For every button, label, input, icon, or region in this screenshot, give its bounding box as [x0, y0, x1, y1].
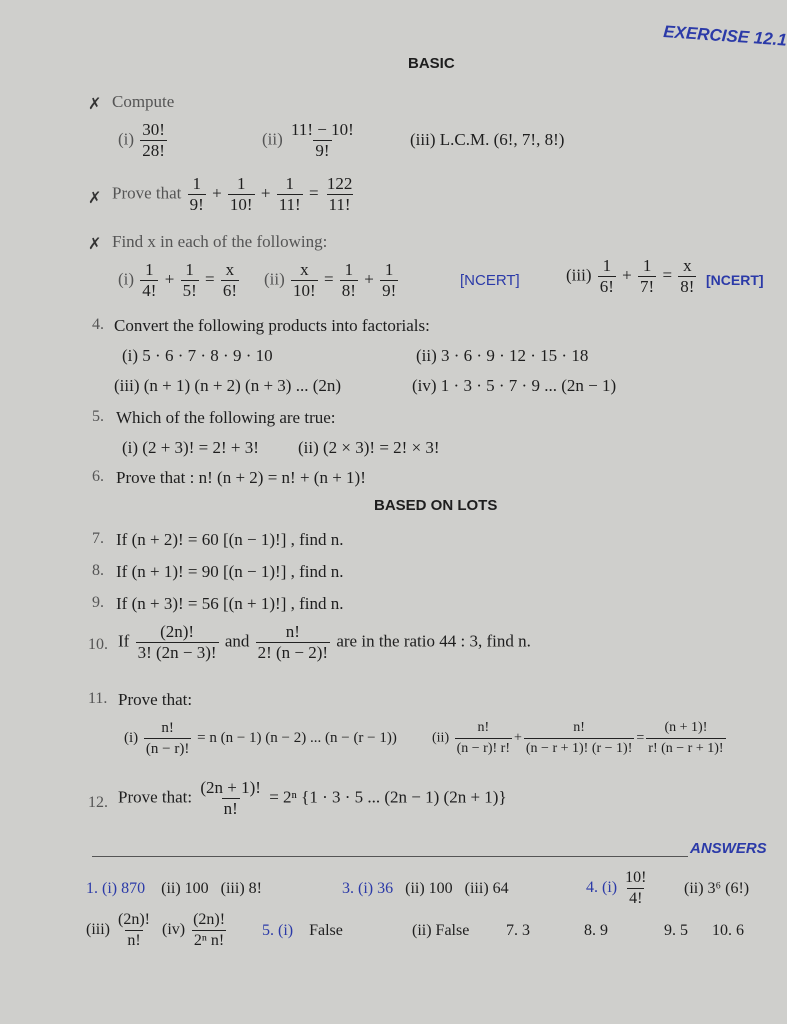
q3a-rd: 6!: [222, 281, 237, 300]
tick-mark-icon: ✗: [88, 96, 102, 113]
section-based-on-lots: BASED ON LOTS: [374, 497, 498, 514]
q3b-t2n: 1: [344, 260, 354, 279]
q3c-label: (iii): [566, 265, 592, 285]
q4-label: Convert the following products into factorials:: [114, 316, 430, 335]
answers-divider: [92, 856, 688, 857]
q1-part-a: [118, 120, 169, 161]
q10-number: 10.: [88, 636, 108, 653]
q2-t1d: 9!: [189, 195, 204, 214]
q11i-label: (i): [124, 729, 139, 746]
q3a-t2n: 1: [185, 260, 194, 279]
answer-3-iii: (iii) 64: [464, 880, 509, 897]
q12-rhs: = 2ⁿ {1 · 3 · 5 ... (2n − 1) (2n + 1)}: [269, 787, 507, 807]
q12-fn: (2n + 1)!: [200, 778, 261, 797]
q2-t3d: 11!: [278, 195, 301, 214]
q11-ii: (ii) $\frac{n!}{(n - r)! r!}$ + $\frac{n!}{(n - r + 1)! (r - 1)!}$ = $\frac{(n + 1)!}{r! (n - r + 1)!}$: [432, 718, 728, 759]
q1b-fraction: [289, 120, 356, 161]
q11ii-f2n: n!: [573, 720, 585, 735]
answer-4-label: 4. (i): [586, 879, 618, 897]
q1a-label: (i): [118, 129, 135, 149]
q5-i: (i) (2 + 3)! = 2! + 3!: [122, 438, 259, 457]
q4-iv: (iv) 1 · 3 · 5 · 7 · 9 ... (2n − 1): [412, 376, 617, 395]
answer-4-iii-label: (iii): [86, 921, 110, 939]
answer-5-i: [262, 922, 343, 940]
q2-t2d: 10!: [229, 195, 253, 214]
q1b-den: 9!: [315, 141, 330, 160]
q1a-den: 28!: [142, 141, 165, 160]
answer-4-n: 10!: [625, 869, 647, 886]
q3b-t2d: 8!: [341, 281, 356, 300]
answer-row-1: [86, 880, 262, 898]
q10-f2n: n!: [285, 622, 300, 641]
q3a-t2d: 5!: [182, 281, 197, 300]
q3b-t1n: x: [300, 260, 309, 279]
q12-number: 12.: [88, 794, 108, 811]
answer-4-ii: (ii) 3⁶ (6!): [684, 880, 750, 897]
q3c-rn: x: [683, 256, 692, 275]
q8-text: If (n + 1)! = 90 [(n − 1)!] , find n.: [116, 562, 344, 581]
q11ii-f1d: (n − r)! r!: [455, 738, 512, 759]
q11-label: Prove that:: [118, 690, 193, 709]
q5-number: 5.: [92, 408, 104, 425]
exercise-title: EXERCISE 12.1: [662, 22, 787, 50]
answer-4-iv-d: 2ⁿ n!: [193, 932, 225, 949]
answer-4-d: 4!: [629, 890, 643, 907]
q9-number: 9.: [92, 594, 104, 611]
q10-f1n: (2n)!: [160, 622, 195, 641]
q11ii-result: [646, 718, 725, 759]
answer-3: [342, 880, 509, 898]
q3a-t1d: 4!: [142, 281, 157, 300]
q11i-n: n!: [161, 720, 174, 736]
q4-iii: (iii) (n + 1) (n + 2) (n + 3) ... (2n): [114, 376, 342, 395]
tick-mark-icon: ✗: [88, 236, 102, 253]
answer-5-value: False: [309, 922, 343, 939]
q9-text: If (n + 3)! = 56 [(n + 1)!] , find n.: [116, 594, 344, 613]
q3b-term2: [340, 260, 358, 301]
q2-term2: [228, 174, 255, 215]
answer-3-i: 3. (i) 36: [342, 880, 394, 897]
q11ii-f2d: (n − r + 1)! (r − 1)!: [524, 738, 634, 759]
q2-t2n: 1: [237, 174, 246, 193]
q3a-t1n: 1: [145, 260, 154, 279]
q2-rn: 122: [326, 174, 353, 193]
q10-frac1: [136, 622, 219, 663]
q2-t3n: 1: [285, 174, 294, 193]
q1-part-c: (iii) L.C.M. (6!, 7!, 8!): [410, 130, 565, 149]
answer-4-iii-d: n!: [127, 932, 141, 949]
answer-4-iii-n: (2n)!: [118, 911, 150, 928]
q1a-fraction: [140, 120, 167, 161]
q3b-term3: [380, 260, 398, 301]
q2-term1: [188, 174, 206, 215]
q3c-term2: [638, 256, 656, 297]
q11ii-frac2: [524, 718, 634, 759]
section-answers: ANSWERS: [690, 840, 767, 857]
q4-i: (i) 5 · 6 · 7 · 8 · 9 · 10: [122, 346, 273, 365]
q12: [118, 778, 507, 819]
q5-ii: (ii) (2 × 3)! = 2! × 3!: [298, 438, 440, 457]
q6-text: Prove that : n! (n + 2) = n! + (n + 1)!: [116, 468, 366, 487]
q2: Prove that $\frac{1}{9!}$ + $\frac{1}{10!}$ + $\frac{1}{11!}$ = $\frac{122}{11!}$: [112, 174, 353, 214]
q3b-term1: [291, 260, 318, 301]
q10-and: and: [224, 631, 250, 651]
q10-f2d: 2! (n − 2)!: [257, 643, 329, 662]
q3-part-b: (ii) $\frac{x}{10!}$ = $\frac{1}{8!}$ + $\frac{1}{9!}$: [264, 260, 397, 300]
q10-frac2: [256, 622, 330, 663]
q3c-t2n: 1: [642, 256, 652, 275]
q3c-ncert-tag: [NCERT]: [706, 272, 764, 288]
answer-4-iv-frac: [191, 910, 227, 951]
q11ii-frac1: [455, 718, 512, 759]
q3c-rd: 8!: [680, 277, 695, 296]
q1-part-b: [262, 120, 358, 161]
q11i-frac: [144, 718, 191, 759]
q12-label: Prove that:: [118, 787, 193, 807]
q11i-rhs: = n (n − 1) (n − 2) ... (n − (r − 1)): [197, 729, 397, 746]
answer-4-iii: [86, 910, 229, 951]
q11ii-rd: r! (n − r + 1)!: [646, 738, 725, 759]
q3-ncert-tag: [NCERT]: [460, 272, 520, 289]
q1a-num: 30!: [142, 120, 165, 139]
answer-8: 8. 9: [584, 922, 608, 939]
q3a-term2: [181, 260, 199, 301]
q3a-label: (i): [118, 269, 135, 289]
answer-3-ii: (ii) 100: [405, 880, 453, 897]
q3a-rn: x: [225, 260, 235, 279]
q3c-result: [678, 256, 696, 297]
q2-label: Prove that: [112, 183, 182, 203]
q11ii-rn: (n + 1)!: [664, 720, 708, 735]
q10: [118, 622, 531, 663]
q2-rd: 11!: [328, 195, 351, 214]
q5-label: Which of the following are true:: [116, 408, 336, 427]
q3a-term1: [140, 260, 158, 301]
q2-t1n: 1: [192, 174, 201, 193]
q4-number: 4.: [92, 316, 104, 333]
answer-1-ii: (ii) 100: [161, 880, 209, 897]
answer-5-label: 5. (i): [262, 922, 294, 939]
q3b-t1d: 10!: [293, 281, 316, 300]
answer-1-i: 1. (i) 870: [86, 880, 146, 897]
q3-part-a: (i) $\frac{1}{4!}$ + $\frac{1}{5!}$ = $\frac{x}{6!}$: [118, 260, 237, 300]
q3b-rd: 9!: [382, 281, 397, 300]
section-basic: BASIC: [408, 55, 455, 72]
q2-term3: [277, 174, 303, 215]
q11ii-label: (ii): [432, 730, 450, 746]
q11-number: 11.: [88, 690, 108, 707]
answer-4-frac: [623, 868, 648, 909]
q11i-d: (n − r)!: [144, 738, 191, 759]
q11ii-f1n: n!: [477, 720, 490, 735]
q3b-rn: 1: [384, 260, 394, 279]
q3c-t1n: 1: [602, 256, 612, 275]
answer-10: 10. 6: [712, 922, 744, 939]
q4-ii: (ii) 3 · 6 · 9 · 12 · 15 · 18: [416, 346, 589, 365]
q3-label: Find x in each of the following:: [112, 232, 328, 251]
q1b-num: 11! − 10!: [291, 120, 354, 139]
answer-4-iii-frac: [116, 910, 152, 951]
q12-fd: n!: [223, 799, 238, 818]
q8-number: 8.: [92, 562, 104, 579]
q11-i: [124, 718, 397, 759]
q3c-t1d: 6!: [599, 277, 614, 296]
answer-1-iii: (iii) 8!: [220, 880, 262, 897]
answer-9: 9. 5: [664, 922, 688, 939]
q3a-result: [221, 260, 239, 301]
q10-f1d: 3! (2n − 3)!: [137, 643, 217, 662]
answer-4-iv-n: (2n)!: [193, 911, 226, 928]
q10-if: If: [118, 631, 130, 651]
q1b-label: (ii): [262, 129, 283, 149]
q3c-t2d: 7!: [640, 277, 655, 296]
q3-part-c: (iii) $\frac{1}{6!}$ + $\frac{1}{7!}$ = $\frac{x}{8!}$: [566, 256, 695, 296]
answer-4-i: [586, 868, 650, 909]
q1-label: Compute: [112, 92, 175, 111]
tick-mark-icon: ✗: [88, 190, 102, 207]
answer-5-ii: (ii) False: [412, 922, 470, 939]
q2-result: [325, 174, 355, 215]
q12-frac: [198, 778, 263, 819]
answer-4-iv-label: (iv): [161, 921, 186, 939]
q10-tail: are in the ratio 44 : 3, find n.: [336, 631, 531, 651]
q3b-label: (ii): [264, 269, 285, 289]
answer-7: 7. 3: [506, 922, 530, 939]
q6-number: 6.: [92, 468, 104, 485]
q7-text: If (n + 2)! = 60 [(n − 1)!] , find n.: [116, 530, 344, 549]
q7-number: 7.: [92, 530, 104, 547]
q3c-term1: [598, 256, 616, 297]
